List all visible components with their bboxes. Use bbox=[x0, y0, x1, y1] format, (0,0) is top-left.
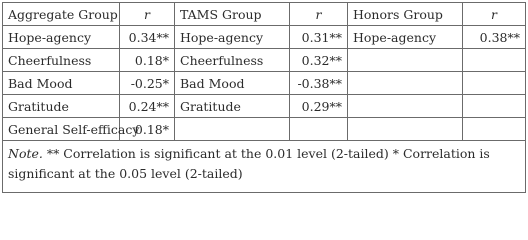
tams-r-value: 0.32** bbox=[290, 49, 348, 72]
header-row bbox=[3, 3, 526, 26]
tams-variable bbox=[175, 118, 290, 141]
header-honors-group: Honors Group bbox=[348, 3, 463, 26]
aggregate-variable: Hope-agency bbox=[3, 26, 120, 49]
note-label: Note. bbox=[8, 146, 43, 161]
honors-variable bbox=[348, 49, 463, 72]
header-r-tams: r bbox=[290, 3, 348, 26]
table-row bbox=[3, 49, 526, 72]
tams-variable: Gratitude bbox=[175, 95, 290, 118]
correlation-table bbox=[2, 2, 526, 193]
honors-r-value bbox=[463, 95, 526, 118]
aggregate-r-value: 0.24** bbox=[120, 95, 175, 118]
header-tams-group: TAMS Group bbox=[175, 3, 290, 26]
aggregate-variable: Gratitude bbox=[3, 95, 120, 118]
note-row bbox=[3, 141, 526, 193]
table-note bbox=[3, 141, 526, 193]
aggregate-variable: General Self-efficacy bbox=[3, 118, 120, 141]
note-text: ** Correlation is significant at the 0.01 level (2-tailed) * Correlation is significant at the 0.05 level (2-tailed) bbox=[8, 146, 490, 181]
tams-r-value: 0.29** bbox=[290, 95, 348, 118]
tams-r-value bbox=[290, 118, 348, 141]
honors-variable: Hope-agency bbox=[348, 26, 463, 49]
aggregate-r-value: -0.25* bbox=[120, 72, 175, 95]
aggregate-r-value: 0.18* bbox=[120, 118, 175, 141]
tams-r-value: -0.38** bbox=[290, 72, 348, 95]
table-row bbox=[3, 26, 526, 49]
honors-variable bbox=[348, 95, 463, 118]
tams-variable: Cheerfulness bbox=[175, 49, 290, 72]
honors-r-value: 0.38** bbox=[463, 26, 526, 49]
table-row bbox=[3, 95, 526, 118]
honors-r-value bbox=[463, 72, 526, 95]
tams-variable: Bad Mood bbox=[175, 72, 290, 95]
tams-r-value: 0.31** bbox=[290, 26, 348, 49]
table-row bbox=[3, 72, 526, 95]
header-aggregate-group: Aggregate Group bbox=[3, 3, 120, 26]
aggregate-r-value: 0.18* bbox=[120, 49, 175, 72]
aggregate-variable: Bad Mood bbox=[3, 72, 120, 95]
correlation-table-container bbox=[2, 2, 525, 193]
aggregate-r-value: 0.34** bbox=[120, 26, 175, 49]
honors-variable bbox=[348, 118, 463, 141]
header-r-honors: r bbox=[463, 3, 526, 26]
honors-r-value bbox=[463, 49, 526, 72]
aggregate-variable: Cheerfulness bbox=[3, 49, 120, 72]
honors-variable bbox=[348, 72, 463, 95]
header-r-aggregate: r bbox=[120, 3, 175, 26]
table-row bbox=[3, 118, 526, 141]
tams-variable: Hope-agency bbox=[175, 26, 290, 49]
honors-r-value bbox=[463, 118, 526, 141]
